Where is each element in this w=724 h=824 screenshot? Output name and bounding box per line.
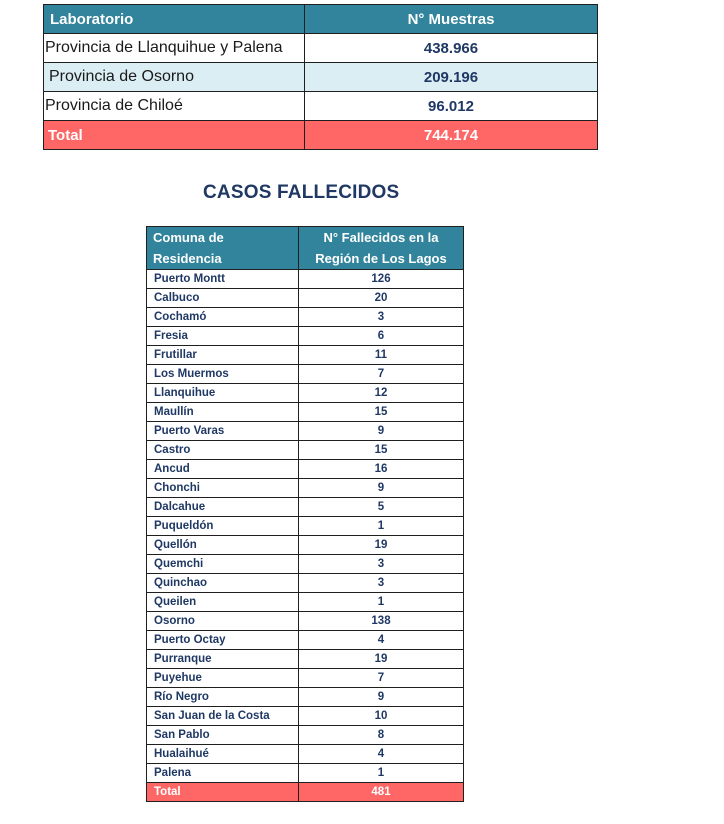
total-label: Total: [147, 783, 299, 802]
comuna-name: Castro: [147, 441, 299, 460]
comuna-name: Río Negro: [147, 688, 299, 707]
sample-count: 209.196: [305, 63, 598, 92]
table-row: [147, 403, 464, 422]
comuna-name: Calbuco: [147, 289, 299, 308]
comuna-name: Hualaihué: [147, 745, 299, 764]
laboratorio-header-row: [44, 5, 598, 34]
table-row: [147, 593, 464, 612]
comuna-name: Maullín: [147, 403, 299, 422]
death-count: 10: [299, 707, 464, 726]
death-count: 138: [299, 612, 464, 631]
table-row: [147, 308, 464, 327]
death-count: 9: [299, 688, 464, 707]
death-count: 5: [299, 498, 464, 517]
death-count: 4: [299, 745, 464, 764]
table-row: [147, 631, 464, 650]
table-row: [147, 479, 464, 498]
death-count: 7: [299, 669, 464, 688]
death-count: 19: [299, 536, 464, 555]
comuna-name: San Juan de la Costa: [147, 707, 299, 726]
comuna-name: Ancud: [147, 460, 299, 479]
death-count: 11: [299, 346, 464, 365]
province-name: Provincia de Osorno: [44, 63, 305, 92]
death-count: 15: [299, 403, 464, 422]
death-count: 7: [299, 365, 464, 384]
death-count: 12: [299, 384, 464, 403]
comuna-name: Queilen: [147, 593, 299, 612]
table-row: [147, 669, 464, 688]
death-count: 3: [299, 555, 464, 574]
comuna-name: Puyehue: [147, 669, 299, 688]
table-row: [147, 517, 464, 536]
death-count: 6: [299, 327, 464, 346]
total-value: 481: [299, 783, 464, 802]
laboratorio-table: [43, 4, 598, 150]
death-count: 3: [299, 308, 464, 327]
table-row: [147, 327, 464, 346]
deaths-header-row: [147, 227, 464, 270]
header-comuna: [147, 227, 299, 270]
total-value: 744.174: [305, 121, 598, 150]
total-row: [147, 783, 464, 802]
header-comuna-line1: Comuna de: [153, 230, 224, 245]
header-fallecidos-line2: Región de Los Lagos: [315, 251, 447, 266]
comuna-name: Quellón: [147, 536, 299, 555]
province-name: Provincia de Chiloé: [44, 92, 305, 121]
death-count: 126: [299, 270, 464, 289]
comuna-name: Frutillar: [147, 346, 299, 365]
table-row: [147, 365, 464, 384]
table-row: [147, 498, 464, 517]
death-count: 9: [299, 479, 464, 498]
table-row: [147, 441, 464, 460]
comuna-name: Cochamó: [147, 308, 299, 327]
header-fallecidos-line1: N° Fallecidos en la: [323, 230, 439, 245]
table-row: [147, 270, 464, 289]
death-count: 20: [299, 289, 464, 308]
province-name: Provincia de Llanquihue y Palena: [44, 34, 305, 63]
comuna-name: Chonchi: [147, 479, 299, 498]
table-row: [147, 726, 464, 745]
comuna-name: San Pablo: [147, 726, 299, 745]
table-row: [44, 34, 598, 63]
table-row: [147, 745, 464, 764]
death-count: 1: [299, 517, 464, 536]
death-count: 8: [299, 726, 464, 745]
sample-count: 96.012: [305, 92, 598, 121]
total-row: [44, 121, 598, 150]
table-row: [147, 650, 464, 669]
total-label: Total: [44, 121, 305, 150]
table-row: [147, 384, 464, 403]
table-row: [44, 63, 598, 92]
comuna-name: Puqueldón: [147, 517, 299, 536]
table-row: [147, 688, 464, 707]
comuna-name: Los Muermos: [147, 365, 299, 384]
sample-count: 438.966: [305, 34, 598, 63]
table-row: [147, 612, 464, 631]
death-count: 15: [299, 441, 464, 460]
header-comuna-line2: Residencia: [153, 251, 222, 266]
comuna-name: Palena: [147, 764, 299, 783]
comuna-name: Dalcahue: [147, 498, 299, 517]
comuna-name: Osorno: [147, 612, 299, 631]
comuna-name: Purranque: [147, 650, 299, 669]
deaths-table: [146, 226, 464, 802]
table-row: [147, 346, 464, 365]
death-count: 4: [299, 631, 464, 650]
death-count: 9: [299, 422, 464, 441]
comuna-name: Quinchao: [147, 574, 299, 593]
comuna-name: Llanquihue: [147, 384, 299, 403]
table-row: [147, 536, 464, 555]
death-count: 3: [299, 574, 464, 593]
death-count: 19: [299, 650, 464, 669]
table-row: [44, 92, 598, 121]
table-row: [147, 422, 464, 441]
comuna-name: Fresia: [147, 327, 299, 346]
death-count: 16: [299, 460, 464, 479]
comuna-name: Puerto Octay: [147, 631, 299, 650]
death-count: 1: [299, 593, 464, 612]
deaths-table-body: [147, 270, 464, 802]
comuna-name: Puerto Varas: [147, 422, 299, 441]
table-row: [147, 764, 464, 783]
table-row: [147, 460, 464, 479]
table-row: [147, 574, 464, 593]
table-row: [147, 289, 464, 308]
table-row: [147, 555, 464, 574]
header-laboratorio: Laboratorio: [44, 5, 305, 34]
comuna-name: Quemchi: [147, 555, 299, 574]
table-row: [147, 707, 464, 726]
death-count: 1: [299, 764, 464, 783]
header-muestras: N° Muestras: [305, 5, 598, 34]
comuna-name: Puerto Montt: [147, 270, 299, 289]
header-fallecidos: [299, 227, 464, 270]
deaths-section-title: CASOS FALLECIDOS: [203, 182, 400, 203]
